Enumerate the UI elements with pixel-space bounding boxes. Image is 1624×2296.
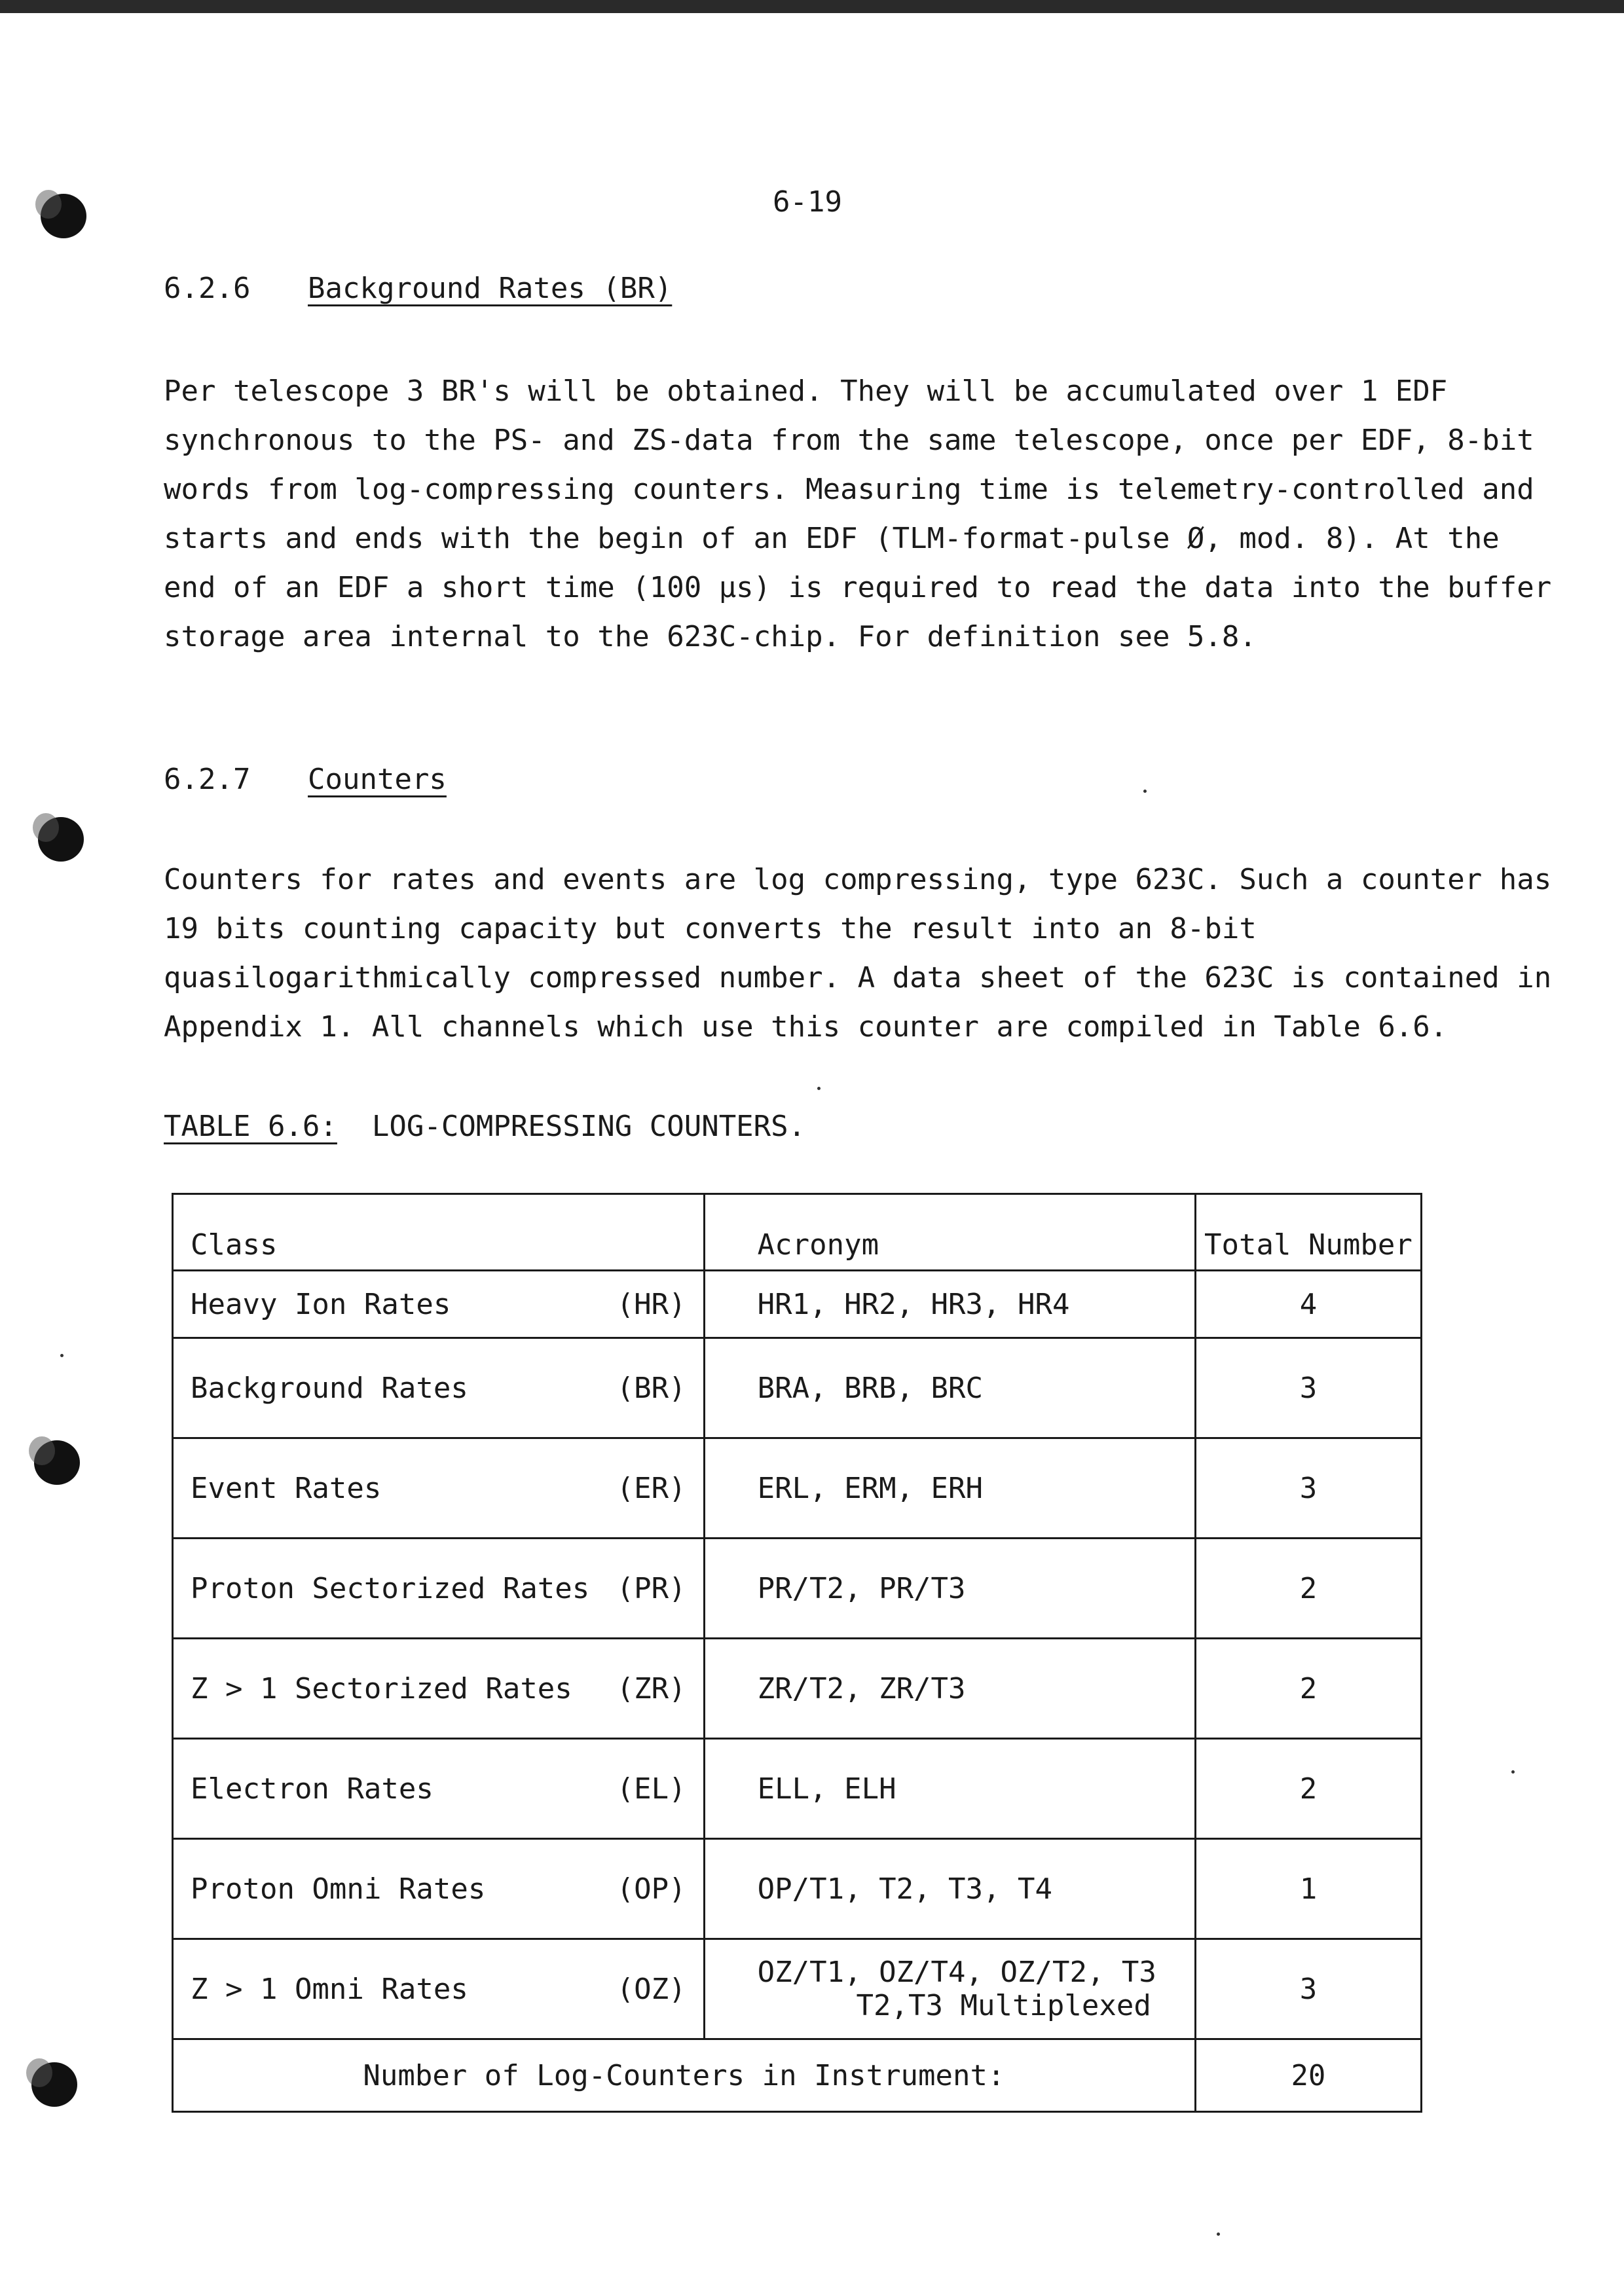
cell-acronym: ZR/T2, ZR/T3 bbox=[704, 1639, 1195, 1739]
cell-acronym bbox=[704, 1939, 1195, 2039]
cell-total: 1 bbox=[1195, 1839, 1421, 1939]
binder-hole-2 bbox=[38, 817, 84, 862]
scan-speck bbox=[1511, 1770, 1515, 1774]
cell-total: 2 bbox=[1195, 1539, 1421, 1639]
table-row bbox=[173, 1438, 1422, 1539]
table-total-row bbox=[173, 2039, 1422, 2112]
class-name: Z > 1 Omni Rates bbox=[191, 1972, 468, 2006]
class-name: Electron Rates bbox=[191, 1772, 434, 1806]
cell-class bbox=[173, 1739, 705, 1839]
scan-speck bbox=[1217, 2232, 1220, 2236]
table-row bbox=[173, 1639, 1422, 1739]
section-number-br: 6.2.6 bbox=[164, 272, 251, 305]
cell-total: 3 bbox=[1195, 1939, 1421, 2039]
cell-class bbox=[173, 1839, 705, 1939]
page-number: 6-19 bbox=[773, 185, 842, 219]
cell-total: 4 bbox=[1195, 1271, 1421, 1338]
cell-total: 2 bbox=[1195, 1639, 1421, 1739]
table-row bbox=[173, 1338, 1422, 1438]
binder-hole-4 bbox=[31, 2062, 77, 2107]
cell-acronym: BRA, BRB, BRC bbox=[704, 1338, 1195, 1438]
acronym-note: T2,T3 Multiplexed bbox=[856, 1989, 1151, 2022]
section-title-br: Background Rates (BR) bbox=[308, 272, 673, 305]
cell-class bbox=[173, 1271, 705, 1338]
text-line: storage area internal to the 623C-chip. For definition see 5.8. bbox=[164, 620, 1257, 653]
cell-acronym: PR/T2, PR/T3 bbox=[704, 1539, 1195, 1639]
table-row bbox=[173, 1939, 1422, 2039]
table-row bbox=[173, 1271, 1422, 1338]
table-row bbox=[173, 1739, 1422, 1839]
total-label: Number of Log-Counters in Instrument: bbox=[173, 2039, 1196, 2112]
class-abbr: (ZR) bbox=[616, 1671, 686, 1705]
table-caption-label: TABLE 6.6: bbox=[164, 1110, 337, 1143]
text-line: quasilogarithmically compressed number. A data sheet of the 623C is contained in bbox=[164, 961, 1552, 994]
scan-speck bbox=[817, 1087, 821, 1090]
text-line: Per telescope 3 BR's will be obtained. They will be accumulated over 1 EDF bbox=[164, 374, 1448, 408]
log-counters-table bbox=[172, 1193, 1422, 2113]
cell-total: 3 bbox=[1195, 1338, 1421, 1438]
class-name: Z > 1 Sectorized Rates bbox=[191, 1671, 572, 1705]
cell-total: 3 bbox=[1195, 1438, 1421, 1539]
table-caption bbox=[164, 1102, 805, 1151]
class-abbr: (BR) bbox=[616, 1371, 686, 1405]
scan-speck bbox=[60, 1354, 64, 1357]
header-total: Total Number bbox=[1195, 1194, 1421, 1271]
header-class: Class bbox=[173, 1194, 705, 1271]
text-line: words from log-compressing counters. Measuring time is telemetry-controlled and bbox=[164, 473, 1534, 506]
scan-top-edge bbox=[0, 0, 1624, 13]
class-name: Event Rates bbox=[191, 1471, 382, 1505]
class-name: Background Rates bbox=[191, 1371, 468, 1405]
paragraph-counters bbox=[164, 855, 1552, 1051]
class-abbr: (PR) bbox=[616, 1571, 686, 1605]
text-line: synchronous to the PS- and ZS-data from the same telescope, once per EDF, 8-bit bbox=[164, 424, 1534, 457]
acronym-text: OZ/T1, OZ/T4, OZ/T2, T3 bbox=[757, 1956, 1156, 1989]
table-row bbox=[173, 1539, 1422, 1639]
class-abbr: (ER) bbox=[616, 1471, 686, 1505]
cell-class bbox=[173, 1639, 705, 1739]
total-value: 20 bbox=[1195, 2039, 1421, 2112]
header-acronym: Acronym bbox=[704, 1194, 1195, 1271]
cell-class bbox=[173, 1438, 705, 1539]
cell-acronym: ERL, ERM, ERH bbox=[704, 1438, 1195, 1539]
cell-acronym: OP/T1, T2, T3, T4 bbox=[704, 1839, 1195, 1939]
cell-total: 2 bbox=[1195, 1739, 1421, 1839]
table-header-row bbox=[173, 1194, 1422, 1271]
cell-class bbox=[173, 1338, 705, 1438]
paragraph-background-rates bbox=[164, 367, 1552, 661]
class-name: Heavy Ion Rates bbox=[191, 1287, 451, 1321]
binder-hole-1 bbox=[41, 194, 86, 238]
class-abbr: (OZ) bbox=[616, 1972, 686, 2006]
text-line: end of an EDF a short time (100 µs) is required to read the data into the buffer bbox=[164, 571, 1552, 604]
text-line: Appendix 1. All channels which use this counter are compiled in Table 6.6. bbox=[164, 1010, 1448, 1044]
class-abbr: (OP) bbox=[616, 1872, 686, 1906]
class-abbr: (EL) bbox=[616, 1772, 686, 1806]
section-title-counters: Counters bbox=[308, 763, 447, 796]
text-line: Counters for rates and events are log compressing, type 623C. Such a counter has bbox=[164, 863, 1552, 896]
cell-acronym: HR1, HR2, HR3, HR4 bbox=[704, 1271, 1195, 1338]
text-line: 19 bits counting capacity but converts the result into an 8-bit bbox=[164, 912, 1257, 945]
class-name: Proton Omni Rates bbox=[191, 1872, 486, 1906]
class-name: Proton Sectorized Rates bbox=[191, 1571, 590, 1605]
scan-speck bbox=[1143, 790, 1147, 793]
section-number-counters: 6.2.7 bbox=[164, 763, 251, 796]
table-row bbox=[173, 1839, 1422, 1939]
text-line: starts and ends with the begin of an EDF (TLM-format-pulse Ø, mod. 8). At the bbox=[164, 522, 1500, 555]
table-caption-title: LOG-COMPRESSING COUNTERS. bbox=[371, 1110, 806, 1143]
binder-hole-3 bbox=[34, 1440, 80, 1485]
class-abbr: (HR) bbox=[616, 1287, 686, 1321]
cell-class bbox=[173, 1539, 705, 1639]
cell-class bbox=[173, 1939, 705, 2039]
cell-acronym: ELL, ELH bbox=[704, 1739, 1195, 1839]
